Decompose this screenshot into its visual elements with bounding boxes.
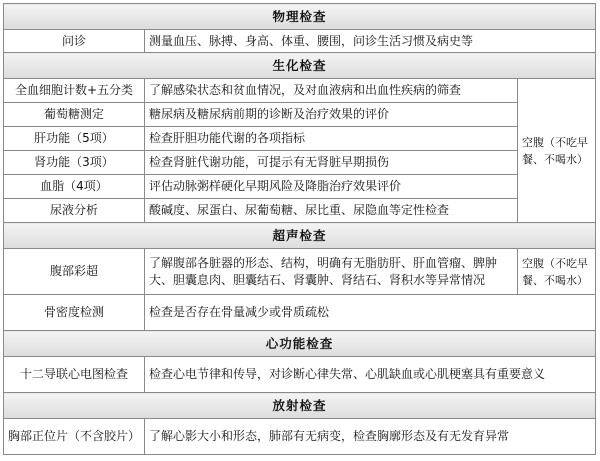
table-row bbox=[4, 30, 596, 53]
section-header-row bbox=[4, 393, 596, 419]
item-name: 骨密度检测 bbox=[4, 295, 145, 331]
item-name: 肝功能（5项） bbox=[4, 127, 145, 151]
table-row bbox=[4, 103, 596, 127]
item-desc: 了解感染状态和贫血情况，及对血液病和出血性疾病的筛查 bbox=[145, 79, 518, 103]
section-title-physical: 物理检查 bbox=[4, 4, 596, 30]
section-title-biochem: 生化检查 bbox=[4, 53, 596, 79]
item-name: 问诊 bbox=[4, 30, 145, 53]
item-name: 血脂（4项） bbox=[4, 175, 145, 199]
item-name: 全血细胞计数+五分类 bbox=[4, 79, 145, 103]
exam-items-table bbox=[3, 3, 596, 455]
table-row bbox=[4, 79, 596, 103]
section-header-row bbox=[4, 53, 596, 79]
item-name: 腹部彩超 bbox=[4, 249, 145, 295]
item-desc: 检查肝胆功能代谢的各项指标 bbox=[145, 127, 518, 151]
item-desc: 检查是否存在骨量减少或骨质疏松 bbox=[145, 295, 596, 331]
item-name: 肾功能（3项） bbox=[4, 151, 145, 175]
item-desc: 评估动脉粥样硬化早期风险及降脂治疗效果评价 bbox=[145, 175, 518, 199]
item-desc: 糖尿病及糖尿病前期的诊断及治疗效果的评价 bbox=[145, 103, 518, 127]
item-name: 十二导联心电图检查 bbox=[4, 357, 145, 393]
item-desc: 了解腹部各脏器的形态、结构，明确有无脂肪肝、肝血管瘤、脾肿大、胆囊息肉、胆囊结石、肾囊肿、肾结石、肾积水等异常情况 bbox=[145, 249, 518, 295]
table-row bbox=[4, 295, 596, 331]
section-title-ultrasound: 超声检查 bbox=[4, 223, 596, 249]
table-row bbox=[4, 249, 596, 295]
item-desc: 测量血压、脉搏、身高、体重、腰围，问诊生活习惯及病史等 bbox=[145, 30, 596, 53]
item-name: 葡萄糖测定 bbox=[4, 103, 145, 127]
fasting-note-ultrasound: 空腹（不吃早餐、不喝水） bbox=[518, 249, 596, 295]
section-title-radiology: 放射检查 bbox=[4, 393, 596, 419]
item-desc: 酸碱度、尿蛋白、尿葡萄糖、尿比重、尿隐血等定性检查 bbox=[145, 199, 518, 223]
item-name: 尿液分析 bbox=[4, 199, 145, 223]
table-row bbox=[4, 151, 596, 175]
table-row bbox=[4, 199, 596, 223]
section-header-row bbox=[4, 331, 596, 357]
section-title-cardiac: 心功能检查 bbox=[4, 331, 596, 357]
section-header-row bbox=[4, 223, 596, 249]
item-desc: 检查肾脏代谢功能，可提示有无肾脏早期损伤 bbox=[145, 151, 518, 175]
table-row bbox=[4, 357, 596, 393]
item-name: 胸部正位片（不含胶片） bbox=[4, 419, 145, 455]
section-header-row bbox=[4, 4, 596, 30]
fasting-note-biochem: 空腹（不吃早餐、不喝水） bbox=[518, 79, 596, 223]
table-row bbox=[4, 419, 596, 455]
table-row bbox=[4, 127, 596, 151]
table-row bbox=[4, 175, 596, 199]
item-desc: 了解心影大小和形态，肺部有无病变，检查胸廓形态及有无发育异常 bbox=[145, 419, 596, 455]
item-desc: 检查心电节律和传导，对诊断心律失常、心肌缺血或心肌梗塞具有重要意义 bbox=[145, 357, 596, 393]
